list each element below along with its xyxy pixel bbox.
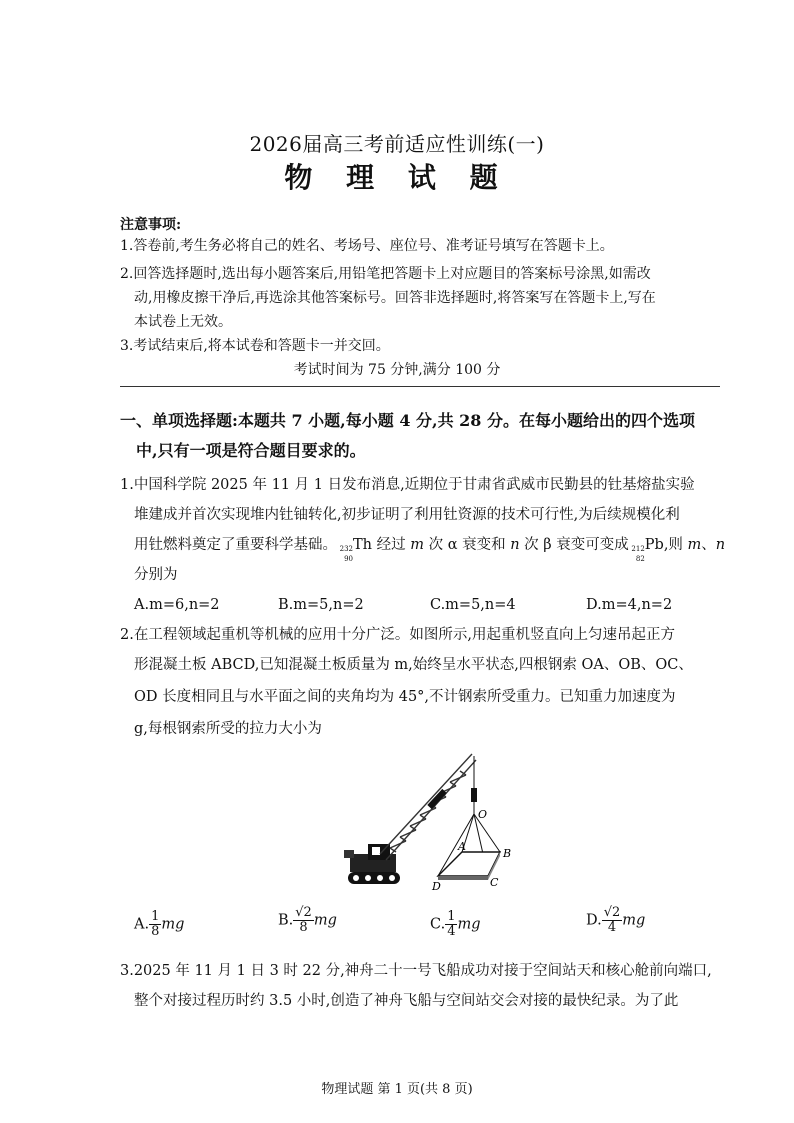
q2-c-den: 4 [447,924,456,939]
q2-option-c-fraction [445,910,457,939]
q2-b-den: 8 [299,920,308,935]
q2-line-2: 形混凝土板 ABCD,已知混凝土板质量为 m,始终呈水平状态,四根钢索 OA、OB、OC、 [134,657,693,673]
q2-option-c-label: C. [430,916,446,933]
thorium-nuclide [337,538,353,563]
label-B: B [503,847,512,860]
q1-var-n: n [510,537,520,553]
q1-line-3-a: 用钍燃料奠定了重要科学基础。 [134,537,337,553]
q1-option-b[interactable]: B.m=5,n=2 [278,597,364,613]
th-mass-number: 232 [339,545,353,553]
pb-mass-number: 212 [631,545,645,553]
q2-d-unit: mg [622,912,646,929]
q2-option-d-label: D. [586,912,602,929]
q1-text-d: 次 β 衰变可变成 [524,537,629,553]
q1-text-b: 经过 [376,537,406,553]
q2-a-unit: mg [161,916,185,933]
q2-line-4: g,每根钢索所受的拉力大小为 [134,721,322,737]
pb-symbol: Pb [644,537,664,553]
q2-option-a-label: A. [134,916,150,933]
q2-c-num: 1 [447,909,456,924]
q1-var-m: m [410,537,424,553]
q2-option-b-fraction [293,906,314,935]
exam-title: 2026届高三考前适应性训练(一) [249,132,545,156]
section-1-heading [120,406,724,466]
q1-line-3 [134,530,726,563]
q3-line-1: 3.2025 年 11 月 1 日 3 时 22 分,神舟二十一号飞船成功对接于空间站天和核心舱前向端口, [120,963,712,979]
label-A: A [458,840,466,853]
divider [120,386,720,387]
q2-d-den: 4 [607,920,617,935]
section-1-line-2: 中,只有一项是符合题目要求的。 [136,441,366,460]
page-footer: 物理试题 第 1 页(共 8 页) [321,1082,473,1097]
lead-nuclide [629,538,645,563]
q2-c-unit: mg [457,916,481,933]
q2-option-d[interactable] [586,906,645,935]
q1-var-m-2: m [687,537,702,553]
q1-text-c: 次 α 衰变和 [428,537,506,553]
q2-option-a[interactable] [134,910,184,939]
section-1-line-1: 一、单项选择题:本题共 7 小题,每小题 4 分,共 28 分。在每小题给出的四个选项 [120,411,696,430]
q1-line-2: 堆建成并首次实现堆内钍铀转化,初步证明了利用钍资源的技术可行性,为后续规模化利 [134,507,680,523]
q2-line-1: 2.在工程领域起重机等机械的应用十分广泛。如图所示,用起重机竖直向上匀速吊起正方 [120,627,675,643]
label-C: C [490,876,499,889]
q2-b-unit: mg [313,912,337,929]
q1-option-a[interactable]: A.m=6,n=2 [134,597,220,613]
note-item-1: 1.答卷前,考生务必将自己的姓名、考场号、座位号、准考证号填写在答题卡上。 [120,238,614,254]
q1-text-g: 、 [701,537,716,553]
q2-option-b-label: B. [278,912,294,929]
q2-option-d-fraction [602,906,623,935]
q1-option-d[interactable]: D.m=4,n=2 [586,597,673,613]
q1-line-1: 1.中国科学院 2025 年 11 月 1 日发布消息,近期位于甘肃省武威市民勤县的钍基熔盐实验 [120,477,695,493]
q2-b-num: √2 [295,905,312,920]
subject-title: 物 理 试 题 [284,161,510,194]
q3-line-2: 整个对接过程历时约 3.5 小时,创造了神舟飞船与空间站交会对接的最快纪录。为了此 [134,993,679,1009]
q1-var-n-2: n [715,537,726,553]
q1-text-e: ,则 [663,537,683,553]
exam-info: 考试时间为 75 分钟,满分 100 分 [293,362,501,378]
notes-heading: 注意事项: [120,217,182,233]
note-item-2-line-2: 动,用橡皮擦干净后,再选涂其他答案标号。回答非选择题时,将答案写在答题卡上,写在 [134,290,656,306]
th-symbol: Th [353,537,373,553]
pb-atomic-number: 82 [635,555,645,563]
label-D: D [432,880,441,893]
note-item-3: 3.考试结束后,将本试卷和答题卡一并交回。 [120,338,390,354]
q2-line-3: OD 长度相同且与水平面之间的夹角均为 45°,不计钢索所受重力。已知重力加速度为 [134,689,676,705]
label-O: O [478,808,488,821]
q2-d-num: √2 [603,905,621,920]
q1-option-c[interactable]: C.m=5,n=4 [430,597,516,613]
q2-option-c[interactable] [430,910,481,939]
q2-option-b[interactable] [278,906,337,935]
q2-option-a-fraction [149,910,161,939]
q2-a-num: 1 [151,909,160,924]
q2-a-den: 8 [151,924,160,939]
crane-figure [340,750,530,895]
th-atomic-number: 90 [344,555,353,563]
note-item-2-line-1: 2.回答选择题时,选出每小题答案后,用铅笔把答题卡上对应题目的答案标号涂黑,如需改 [120,266,651,282]
note-item-2-line-3: 本试卷上无效。 [134,314,232,330]
q1-line-4: 分别为 [134,567,178,583]
